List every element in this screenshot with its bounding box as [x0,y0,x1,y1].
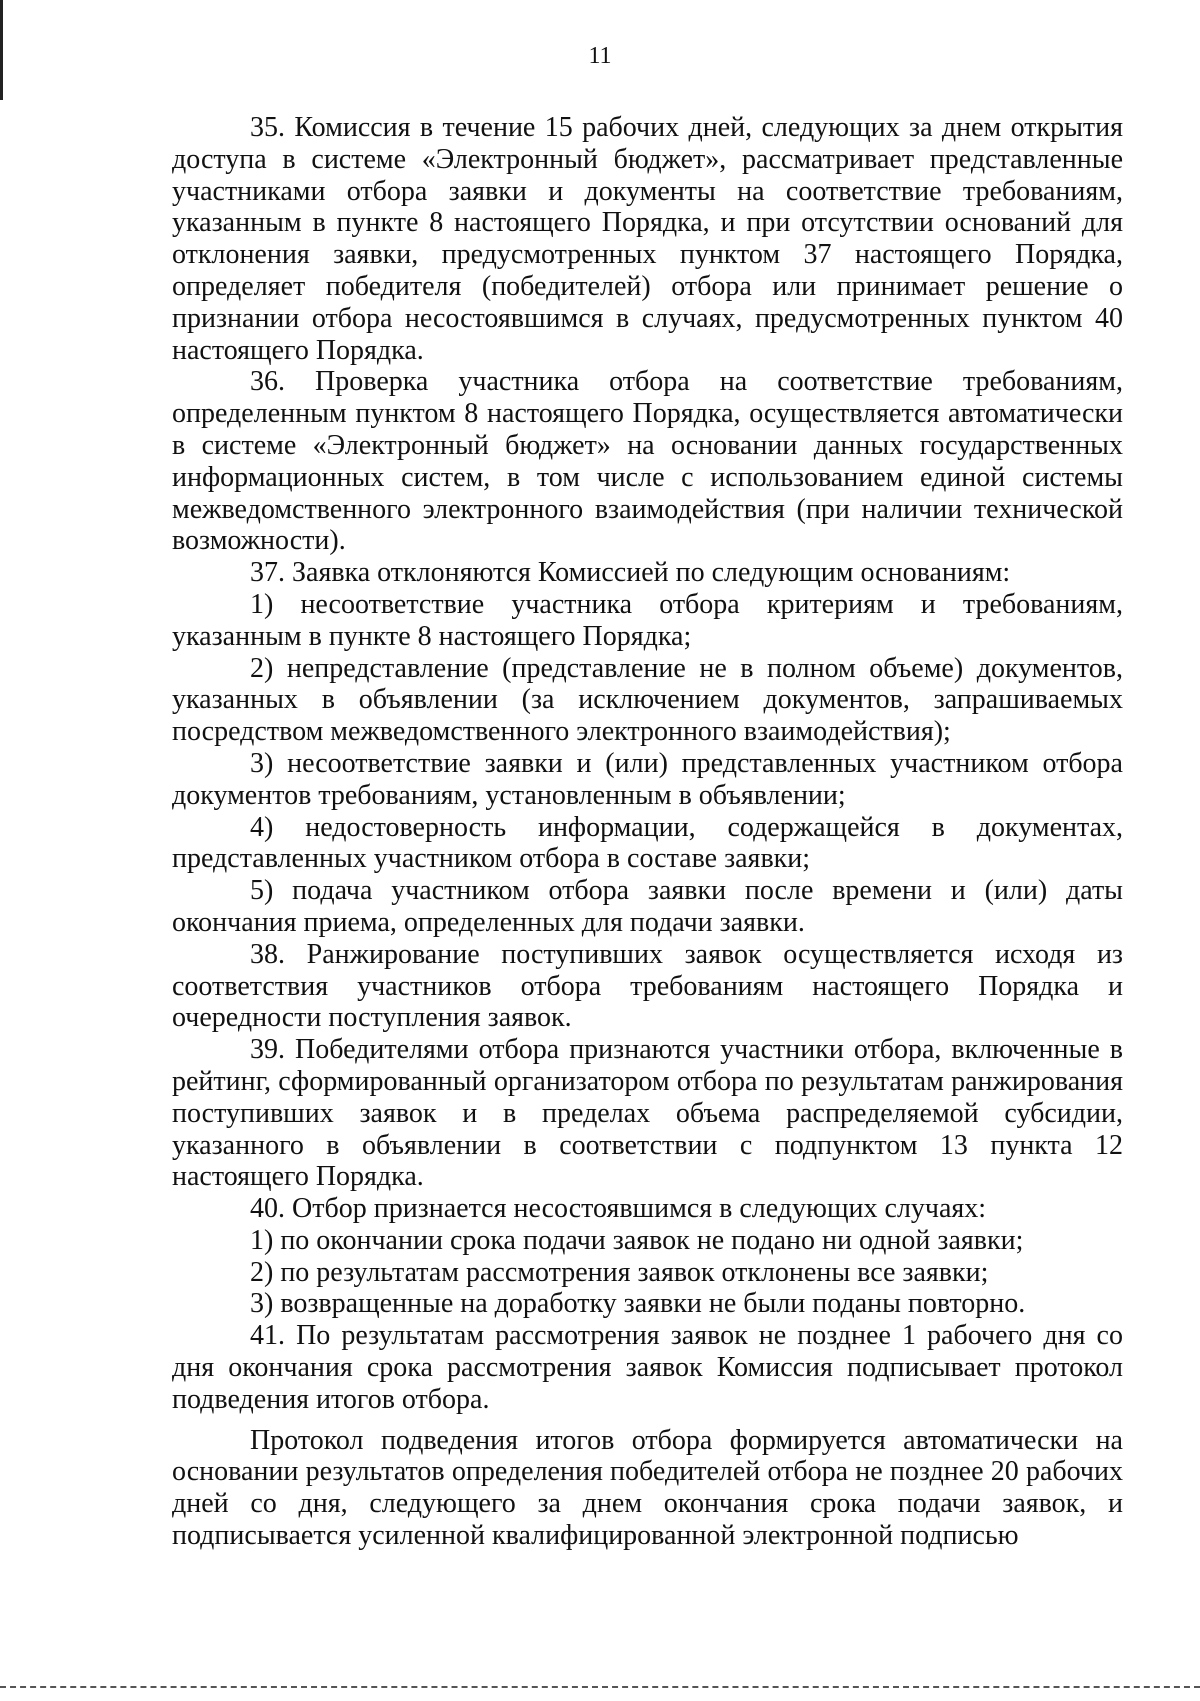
document-body [172,112,1123,1552]
paragraph-37-item-5: 5) подача участником отбора заявки после времени и (или) даты окончания приема, определенных для подачи заявки. [172,875,1123,938]
paragraph-40-item-2: 2) по результатам рассмотрения заявок отклонены все заявки; [250,1256,989,1288]
paragraph-37: 37. Заявка отклоняются Комиссией по следующим основаниям: [250,557,1011,589]
paragraph-41-protocol: Протокол подведения итогов отбора формируется автоматически на основании результатов определения победителей отбора не позднее 20 рабочих дней со дня, следующего за днем окончания срока подачи заявок, и подписывается усиленной квалифицированной электронной подписью [172,1424,1123,1552]
page-number: 11 [588,43,612,69]
paragraph-36: 36. Проверка участника отбора на соответствие требованиям, определенным пунктом 8 настоящего Порядка, осуществляется автоматически в системе «Электронный бюджет» на основании данных государственных информационных систем, в том числе с использованием единой системы межведомственного электронного взаимодействия (при наличии технической возможности). [172,366,1123,557]
paragraph-40: 40. Отбор признается несостоявшимся в следующих случаях: [250,1193,987,1225]
paragraph-38: 38. Ранжирование поступивших заявок осуществляется исходя из соответствия участников отбора требованиям настоящего Порядка и очередности поступления заявок. [172,938,1123,1034]
paragraph-40-item-1: 1) по окончании срока подачи заявок не подано ни одной заявки; [250,1224,1024,1256]
paragraph-35: 35. Комиссия в течение 15 рабочих дней, следующих за днем открытия доступа в системе «Электронный бюджет», рассматривает представленные участниками отбора заявки и документы на соответствие требованиям, указанным в пункте 8 настоящего Порядка, и при отсутствии оснований для отклонения заявки, предусмотренных пунктом 37 настоящего Порядка, определяет победителя (победителей) отбора или принимает решение о признании отбора несостоявшимся в случаях, предусмотренных пунктом 40 настоящего Порядка. [172,112,1123,366]
scan-bottom-edge [0,1686,1200,1688]
paragraph-40-item-3: 3) возвращенные на доработку заявки не были поданы повторно. [250,1288,1026,1320]
paragraph-41: 41. По результатам рассмотрения заявок не позднее 1 рабочего дня со дня окончания срока рассмотрения заявок Комиссия подписывает протокол подведения итогов отбора. [172,1320,1123,1415]
paragraph-37-item-4: 4) недостоверность информации, содержащейся в документах, представленных участником отбора в составе заявки; [172,811,1123,875]
paragraph-37-item-3: 3) несоответствие заявки и (или) представленных участником отбора документов требованиям, установленным в объявлении; [172,747,1123,811]
paragraph-39: 39. Победителями отбора признаются участники отбора, включенные в рейтинг, сформированный организатором отбора по результатам ранжирования поступивших заявок и в пределах объема распределяемой субсидии, указанного в объявлении в соответствии с подпунктом 13 пункта 12 настоящего Порядка. [172,1034,1123,1193]
paragraph-37-item-2: 2) непредставление (представление не в полном объеме) документов, указанных в объявлении (за исключением документов, запрашиваемых посредством межведомственного электронного взаимодействия); [172,652,1123,748]
paragraph-37-item-1: 1) несоответствие участника отбора критериям и требованиям, указанным в пункте 8 настоящего Порядка; [172,588,1123,652]
